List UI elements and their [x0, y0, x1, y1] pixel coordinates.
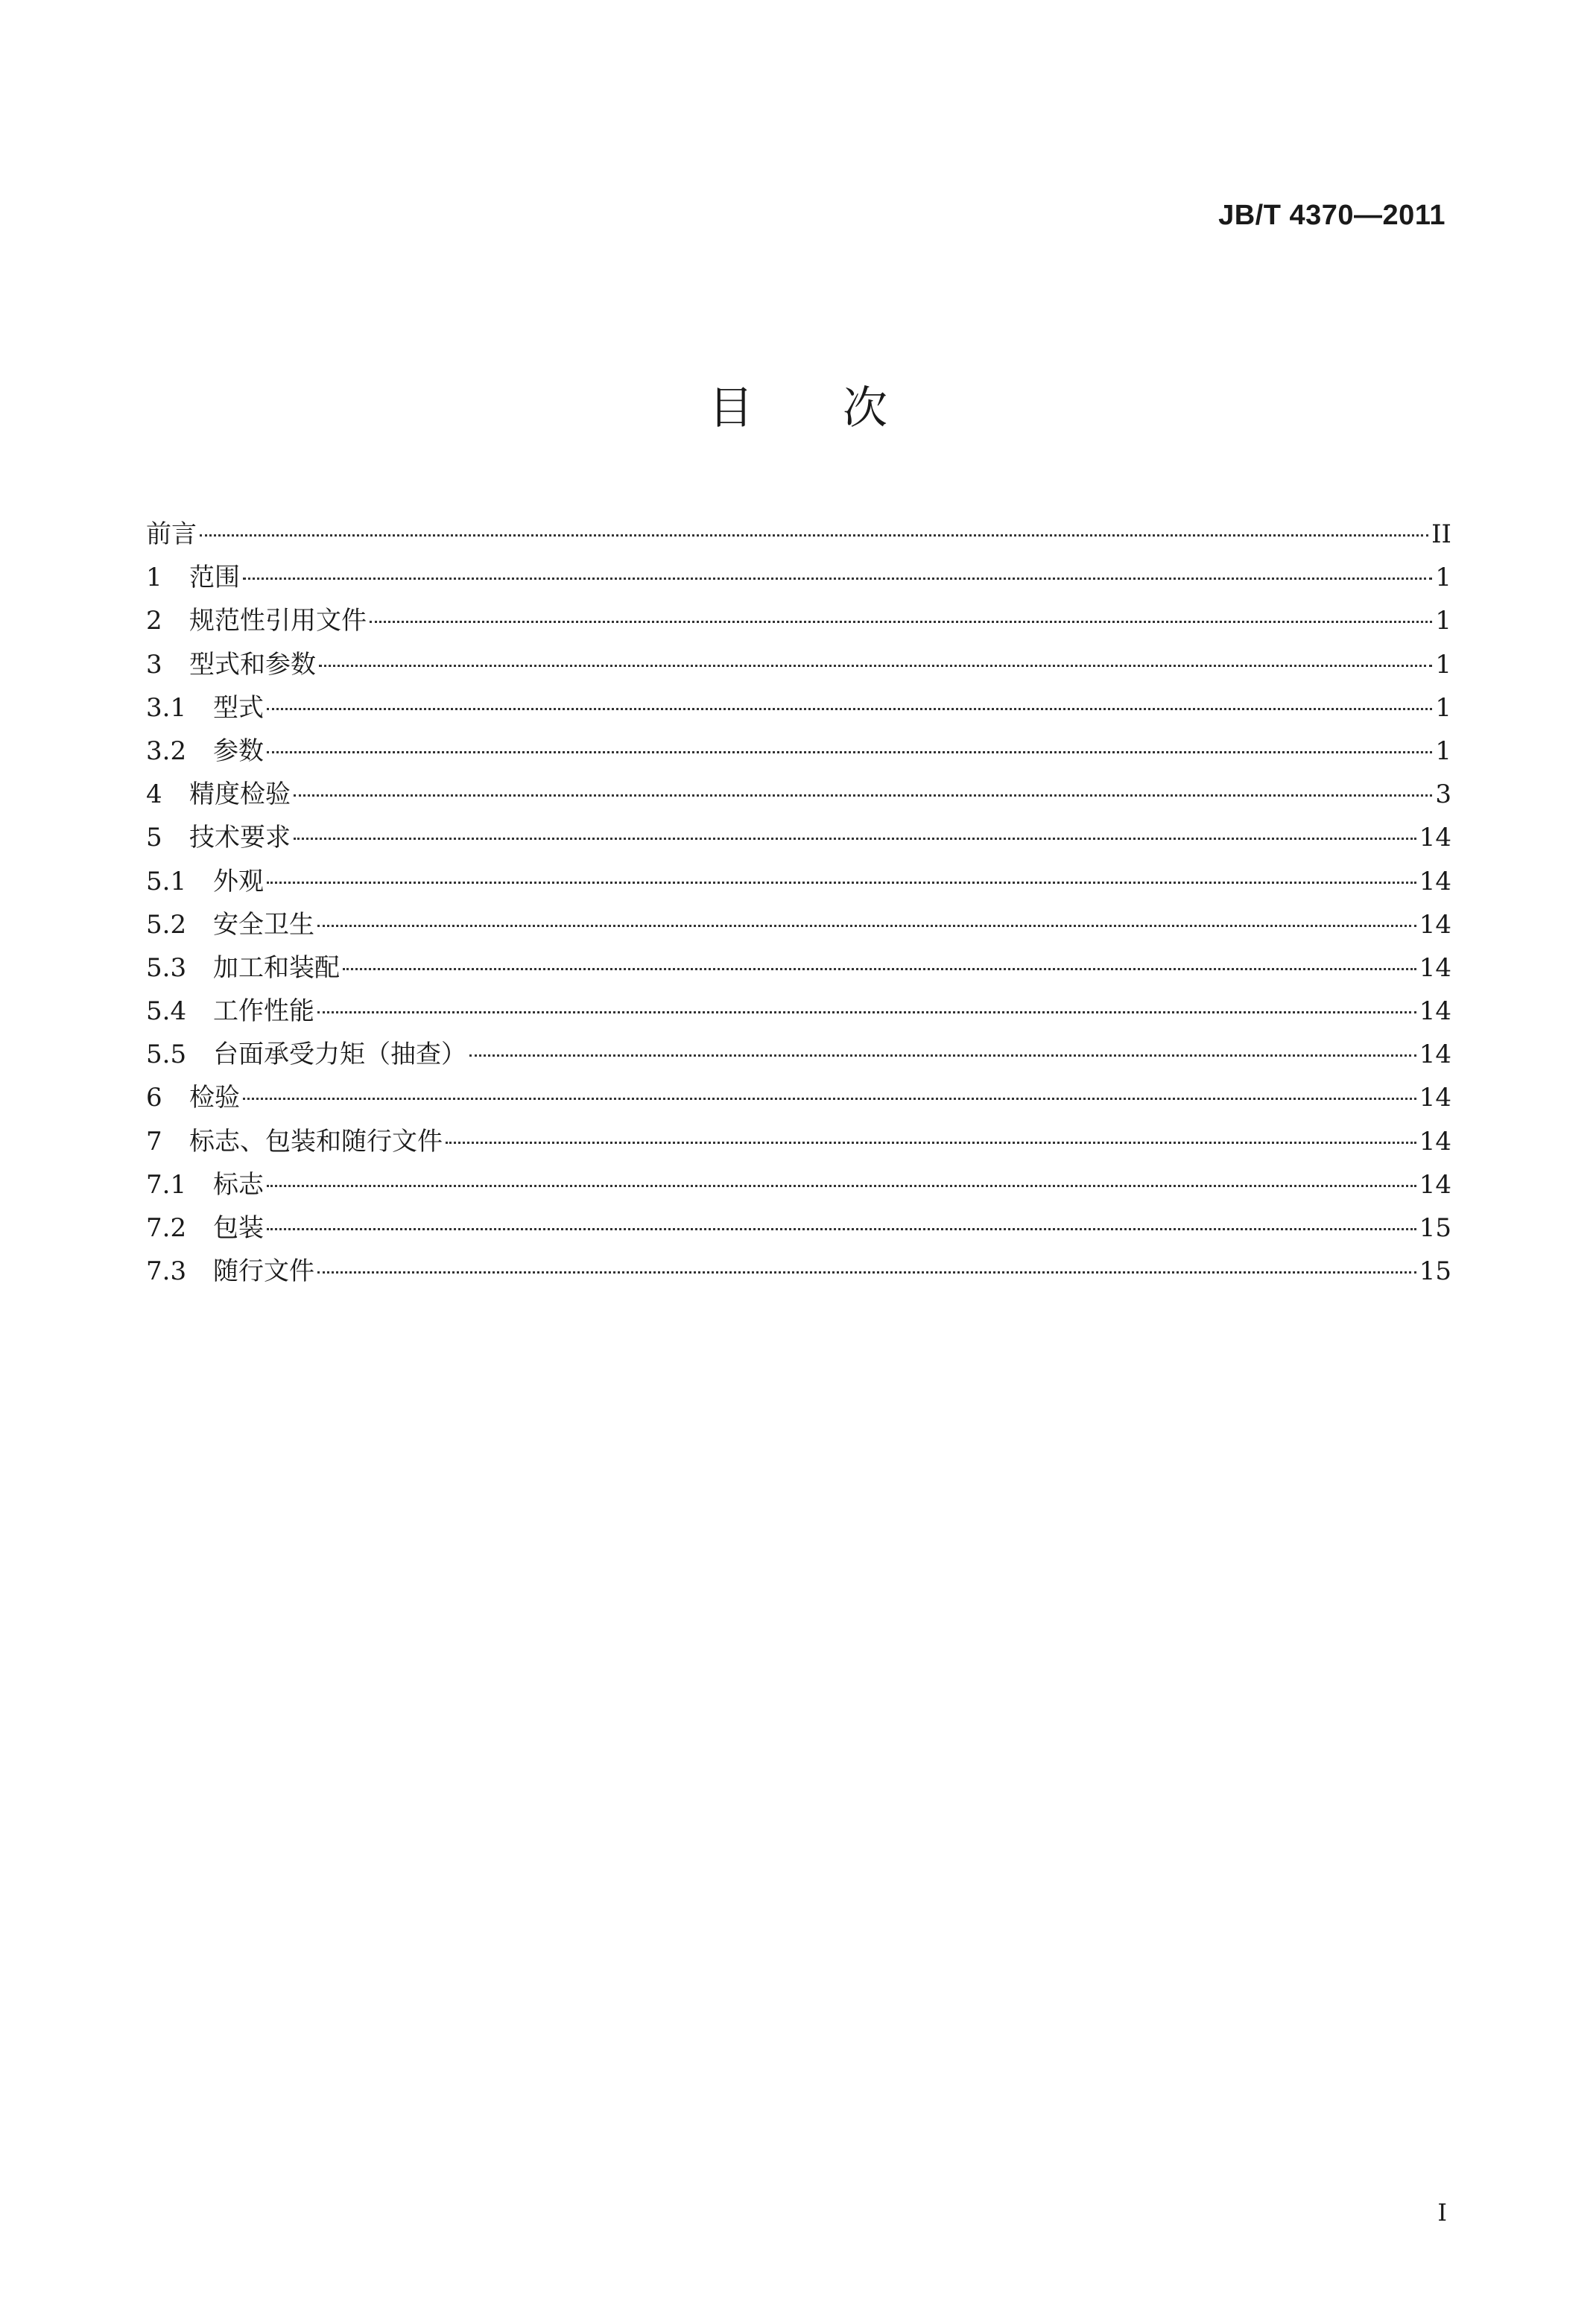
toc-entry-number: 3.2 [146, 735, 187, 766]
toc-dot-leader [294, 794, 1432, 797]
toc-entry-number: 5 [146, 823, 162, 853]
toc-dot-leader [317, 1011, 1416, 1013]
toc-entry-page: 14 [1419, 909, 1451, 940]
toc-entry-label: 型式 [213, 692, 264, 723]
toc-entry[interactable] [146, 860, 1451, 903]
toc-entry-number: 1 [146, 563, 162, 593]
toc-entry[interactable] [146, 1206, 1451, 1250]
toc-entry-label: 检验 [189, 1083, 240, 1113]
toc-entry[interactable] [146, 556, 1451, 599]
toc-entry-label: 包装 [213, 1213, 264, 1243]
toc-entry-number: 5.4 [146, 996, 187, 1027]
toc-entry-label: 加工和装配 [213, 952, 340, 983]
table-of-contents [146, 513, 1451, 1293]
toc-entry-label: 型式和参数 [189, 649, 316, 680]
toc-dot-leader [267, 1185, 1416, 1187]
toc-entry-page: 1 [1435, 649, 1451, 680]
toc-entry[interactable] [146, 686, 1451, 730]
toc-entry-page: II [1431, 519, 1451, 549]
toc-entry-number: 7.2 [146, 1213, 187, 1243]
toc-entry[interactable] [146, 1163, 1451, 1206]
toc-dot-leader [370, 621, 1432, 623]
toc-entry-page: 1 [1435, 606, 1451, 636]
toc-entry-label: 精度检验 [189, 779, 291, 810]
toc-entry-page: 15 [1419, 1256, 1451, 1287]
page-title: 目 次 [709, 382, 887, 434]
toc-entry-label: 前言 [146, 519, 197, 549]
toc-entry-page: 1 [1435, 563, 1451, 593]
toc-dot-leader [469, 1054, 1416, 1057]
toc-entry-page: 3 [1435, 779, 1451, 810]
toc-entry[interactable] [146, 990, 1451, 1033]
toc-entry-label: 参数 [213, 735, 264, 766]
toc-dot-leader [294, 838, 1416, 840]
toc-entry-label: 标志 [213, 1169, 264, 1200]
toc-entry-label: 技术要求 [189, 823, 291, 853]
toc-entry-number: 7.3 [146, 1256, 187, 1287]
toc-entry-page: 15 [1419, 1213, 1451, 1243]
toc-dot-leader [267, 882, 1416, 884]
toc-entry-number: 3.1 [146, 692, 187, 723]
toc-entry-number: 5.3 [146, 952, 187, 983]
toc-entry-label: 台面承受力矩（抽查） [213, 1040, 466, 1070]
toc-entry[interactable] [146, 903, 1451, 946]
toc-entry[interactable] [146, 599, 1451, 642]
toc-entry-page: 1 [1435, 692, 1451, 723]
toc-entry-number: 6 [146, 1083, 162, 1113]
toc-entry[interactable] [146, 773, 1451, 816]
toc-entry-page: 1 [1435, 735, 1451, 766]
toc-dot-leader [243, 578, 1432, 580]
toc-entry-number: 5.1 [146, 866, 187, 896]
toc-dot-leader [317, 1271, 1416, 1274]
toc-entry-label: 标志、包装和随行文件 [189, 1126, 443, 1157]
toc-entry-label: 规范性引用文件 [189, 606, 367, 636]
toc-entry-number: 4 [146, 779, 162, 810]
toc-entry[interactable] [146, 1076, 1451, 1119]
toc-entry-label: 外观 [213, 866, 264, 896]
toc-entry[interactable] [146, 730, 1451, 773]
toc-entry-page: 14 [1419, 866, 1451, 896]
toc-dot-leader [446, 1142, 1416, 1144]
toc-entry[interactable] [146, 816, 1451, 859]
toc-entry-number: 5.2 [146, 909, 187, 940]
toc-entry-number: 7 [146, 1126, 162, 1157]
toc-entry[interactable] [146, 1120, 1451, 1163]
toc-entry-label: 安全卫生 [213, 909, 314, 940]
toc-dot-leader [267, 708, 1432, 710]
toc-entry-page: 14 [1419, 1169, 1451, 1200]
toc-entry-number: 2 [146, 606, 162, 636]
toc-entry-label: 随行文件 [213, 1256, 314, 1287]
toc-entry[interactable] [146, 1250, 1451, 1293]
toc-entry-number: 7.1 [146, 1169, 187, 1200]
toc-dot-leader [243, 1098, 1416, 1100]
toc-dot-leader [267, 1228, 1416, 1230]
toc-dot-leader [200, 534, 1428, 537]
toc-dot-leader [267, 751, 1432, 753]
toc-entry-number: 3 [146, 649, 162, 680]
page-number: I [1437, 2198, 1447, 2227]
toc-entry-page: 14 [1419, 1083, 1451, 1113]
toc-entry-page: 14 [1419, 1126, 1451, 1157]
toc-entry-label: 范围 [189, 563, 240, 593]
toc-entry[interactable] [146, 643, 1451, 686]
toc-entry-label: 工作性能 [213, 996, 314, 1027]
toc-entry[interactable] [146, 946, 1451, 990]
toc-entry-page: 14 [1419, 996, 1451, 1027]
toc-entry-page: 14 [1419, 952, 1451, 983]
toc-entry[interactable] [146, 513, 1451, 556]
toc-entry[interactable] [146, 1033, 1451, 1076]
toc-entry-page: 14 [1419, 1040, 1451, 1070]
toc-dot-leader [343, 968, 1416, 970]
toc-entry-page: 14 [1419, 823, 1451, 853]
standard-code: JB/T 4370—2011 [1218, 200, 1445, 231]
toc-entry-number: 5.5 [146, 1040, 187, 1070]
toc-dot-leader [317, 925, 1416, 927]
toc-dot-leader [319, 665, 1432, 667]
